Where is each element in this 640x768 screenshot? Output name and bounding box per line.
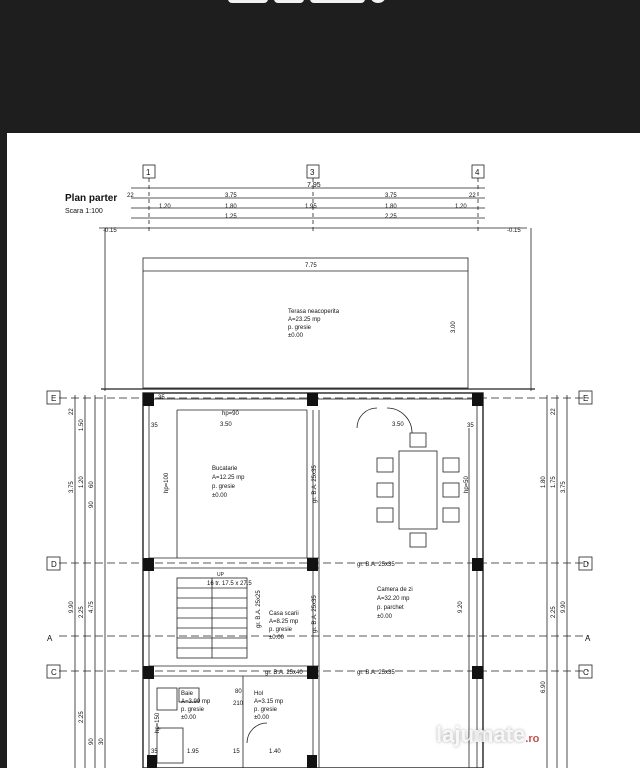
- dim-r3-0: 1.25: [225, 214, 237, 220]
- axis-label-1: 1: [146, 168, 151, 177]
- section-A-right: A: [585, 634, 591, 643]
- hp100: hp=100: [164, 472, 170, 493]
- hall-name: Hol: [254, 691, 264, 697]
- dim-r2-0: 1.20: [159, 204, 171, 210]
- terrace-floor: p. gresie: [288, 325, 312, 331]
- plan-scale: Scara 1:100: [65, 208, 103, 215]
- ldim-8: 9.90: [69, 601, 75, 613]
- stair-area: A=8.25 mp: [269, 619, 299, 625]
- axis-C-left: C: [51, 668, 57, 677]
- living-name: Camera de zi: [377, 587, 413, 593]
- bath-floor: p. gresie: [181, 707, 205, 713]
- dim-r3-1: 2.25: [385, 214, 397, 220]
- hall-area: A=3.15 mp: [254, 699, 284, 705]
- floor-plan-sheet: [7, 133, 640, 768]
- kitchen-width: 3.50: [220, 422, 232, 428]
- floor-plan-drawing: [7, 133, 640, 768]
- hall-level: ±0.00: [254, 715, 269, 721]
- stairs-up: UP: [217, 572, 224, 578]
- dim-r2-1: 1.80: [225, 204, 237, 210]
- c35-a: 35: [158, 395, 165, 401]
- kitchen-area: A=12.25 mp: [212, 475, 245, 481]
- ldim-11: 30: [99, 738, 105, 745]
- level-left: -0.15: [103, 228, 117, 234]
- axis-label-4: 4: [475, 168, 480, 177]
- living-level: ±0.00: [377, 614, 392, 620]
- ldim-9: 2.25: [79, 711, 85, 723]
- beam-v2: gr. B.A. 25x35: [312, 595, 318, 633]
- rdim-5: 9.90: [561, 601, 567, 613]
- axis-label-3: 3: [310, 168, 315, 177]
- hall-floor: p. gresie: [254, 707, 278, 713]
- staircase: [177, 578, 247, 658]
- ldim-10: 90: [89, 738, 95, 745]
- watermark: [436, 722, 539, 748]
- dim-a: 3.75: [225, 193, 237, 199]
- rdim-4: 2.25: [551, 606, 557, 618]
- axis-E-right: E: [583, 394, 589, 403]
- beam-c2: gr. B.A. 25x35: [357, 670, 395, 676]
- hp50: hp=50: [464, 476, 470, 493]
- beam-c1: gr. B.A. 25x40: [265, 670, 303, 676]
- dim-s1: 22: [127, 193, 134, 199]
- watermark-brand: lajumate: [436, 722, 526, 747]
- living-floor: p. parchet: [377, 605, 404, 611]
- bottom-dim-1: 1.40: [269, 749, 281, 755]
- kitchen-floor: p. gresie: [212, 484, 236, 490]
- c35-b: 35: [151, 423, 158, 429]
- bath-name: Baie: [181, 691, 194, 697]
- section-A-left: A: [47, 634, 53, 643]
- c80: 80: [235, 689, 242, 695]
- ldim-4: 60: [89, 481, 95, 488]
- ldim-5: 90: [89, 501, 95, 508]
- dim-total: 7.95: [307, 182, 321, 189]
- rdim-6: 6.90: [541, 681, 547, 693]
- dim-b: 3.75: [385, 193, 397, 199]
- dim-r2-3: 1.80: [385, 204, 397, 210]
- rdim-1: 1.80: [541, 476, 547, 488]
- ldim-0: 22: [69, 408, 75, 415]
- sink: [157, 688, 177, 710]
- bath-level: ±0.00: [181, 715, 196, 721]
- dining-table: [377, 433, 459, 547]
- dim-r2-4: 1.20: [455, 204, 467, 210]
- beam-d: gr. B.A. 25x35: [357, 562, 395, 568]
- kitchen-level: ±0.00: [212, 493, 227, 499]
- axis-C-right: C: [583, 668, 589, 677]
- dim-s2: 22: [469, 193, 476, 199]
- c35-c: 35: [467, 423, 474, 429]
- hp90: hp=90: [222, 411, 239, 417]
- ldim-6: 2.25: [79, 606, 85, 618]
- ldim-1: 1.50: [79, 419, 85, 431]
- stair-level: ±0.00: [269, 635, 284, 641]
- ldim-7: 4.75: [89, 601, 95, 613]
- c15: 15: [233, 749, 240, 755]
- bath-area: A=3.90 mp: [181, 699, 211, 705]
- c210: 210: [233, 701, 244, 707]
- terrace-name: Terasa neacoperita: [288, 309, 340, 315]
- hp150: hp=150: [155, 712, 161, 733]
- terrace-depth: 3.00: [451, 321, 457, 333]
- stairs-label: 16 tr. 17.5 x 27.5: [207, 581, 252, 587]
- rdim-0: 22: [551, 408, 557, 415]
- terrace-area: A=23.25 mp: [288, 317, 321, 323]
- beam-v3: gr. B.A. 25x25: [256, 590, 262, 628]
- level-right: -0.15: [507, 228, 521, 234]
- cropped-caption: [228, 0, 398, 4]
- watermark-suffix: .ro: [525, 733, 540, 745]
- living-area: A=32.20 mp: [377, 596, 410, 602]
- c35-d: 35: [151, 749, 158, 755]
- rdim-3: 3.75: [561, 481, 567, 493]
- dim-r2-2: 1.95: [305, 204, 317, 210]
- living-width: 3.50: [392, 422, 404, 428]
- ldim-3: 3.75: [69, 481, 75, 493]
- mid-920: 9.20: [458, 601, 464, 613]
- bottom-dim-0: 1.95: [187, 749, 199, 755]
- terrace-width: 7.75: [305, 263, 317, 269]
- plan-title: Plan parter: [65, 193, 118, 204]
- stair-name: Casa scarii: [269, 611, 299, 617]
- kitchen-name: Bucatarie: [212, 466, 238, 472]
- dark-top-bar: [0, 0, 640, 133]
- rdim-2: 1.75: [551, 476, 557, 488]
- stair-floor: p. gresie: [269, 627, 293, 633]
- ldim-2: 1.20: [79, 476, 85, 488]
- axis-D-left: D: [51, 560, 57, 569]
- axis-D-right: D: [583, 560, 589, 569]
- axis-E-left: E: [51, 394, 57, 403]
- beam-v1: gr. B.A. 25x35: [312, 465, 318, 503]
- terrace-level: ±0.00: [288, 333, 303, 339]
